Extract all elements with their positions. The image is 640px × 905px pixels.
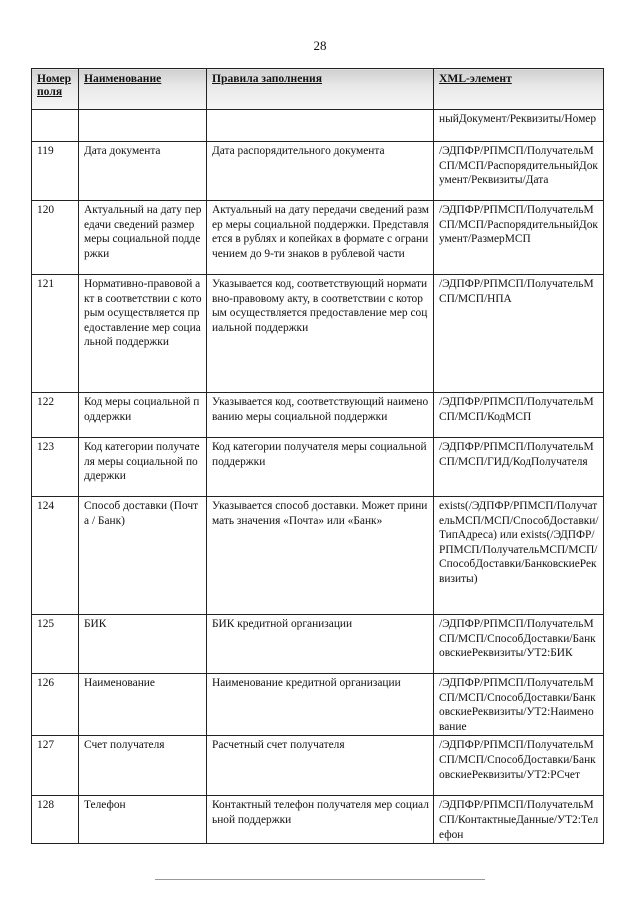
cell-xml: /ЭДПФР/РПМСП/ПолучательМСП/МСП/РаспорядительныйДокумент/Реквизиты/Дата [434, 142, 604, 201]
cell-name: Код меры социальной поддержки [79, 393, 207, 438]
cell-number: 124 [32, 497, 79, 615]
cell-name: Код категории получателя меры социальной поддержки [79, 438, 207, 497]
cell-xml: /ЭДПФР/РПМСП/ПолучательМСП/МСП/КодМСП [434, 393, 604, 438]
table-row [32, 275, 604, 393]
cell-rules: Расчетный счет получателя [207, 736, 434, 796]
cell-number: 120 [32, 201, 79, 275]
table-row [32, 497, 604, 615]
cell-number: 126 [32, 674, 79, 736]
cell-rules: БИК кредитной организации [207, 615, 434, 674]
cell-rules: Контактный телефон получателя мер социальной поддержки [207, 796, 434, 844]
cell-number [32, 110, 79, 142]
cell-rules: Дата распорядительного документа [207, 142, 434, 201]
cell-name: Способ доставки (Почта / Банк) [79, 497, 207, 615]
table-row [32, 674, 604, 736]
cell-xml: /ЭДПФР/РПМСП/ПолучательМСП/КонтактныеДанные/УТ2:Телефон [434, 796, 604, 844]
cell-number: 127 [32, 736, 79, 796]
cell-name: Дата документа [79, 142, 207, 201]
cell-rules [207, 110, 434, 142]
cell-rules: Актуальный на дату передачи сведений размер меры социальной поддержки. Представляется в рублях и копейках в формате с ограничением до 9-ти знаков в рублевой части [207, 201, 434, 275]
table-row [32, 393, 604, 438]
cell-rules: Код категории получателя меры социальной поддержки [207, 438, 434, 497]
cell-number: 121 [32, 275, 79, 393]
table-header-row [32, 69, 604, 110]
cell-xml: /ЭДПФР/РПМСП/ПолучательМСП/МСП/ГИД/КодПолучателя [434, 438, 604, 497]
table-row [32, 615, 604, 674]
cell-xml: ныйДокумент/Реквизиты/Номер [434, 110, 604, 142]
cell-name: Телефон [79, 796, 207, 844]
cell-number: 125 [32, 615, 79, 674]
cell-name: Наименование [79, 674, 207, 736]
cell-name: БИК [79, 615, 207, 674]
table-row [32, 438, 604, 497]
continuation-row [32, 110, 604, 142]
footer-divider [155, 879, 485, 880]
table-row [32, 736, 604, 796]
cell-name: Счет получателя [79, 736, 207, 796]
cell-rules: Указывается код, соответствующий наименованию меры социальной поддержки [207, 393, 434, 438]
header-number: Номер поля [32, 69, 79, 110]
table-row [32, 201, 604, 275]
cell-xml: /ЭДПФР/РПМСП/ПолучательМСП/МСП/СпособДоставки/БанковскиеРеквизиты/УТ2:БИК [434, 615, 604, 674]
field-spec-table [31, 68, 604, 844]
cell-name: Нормативно-правовой акт в соответствии с которым осуществляется предоставление мер социальной поддержки [79, 275, 207, 393]
cell-xml: /ЭДПФР/РПМСП/ПолучательМСП/МСП/НПА [434, 275, 604, 393]
cell-xml: /ЭДПФР/РПМСП/ПолучательМСП/МСП/РаспорядительныйДокумент/РазмерМСП [434, 201, 604, 275]
cell-name: Актуальный на дату передачи сведений размер меры социальной поддержки [79, 201, 207, 275]
page-number: 28 [313, 38, 327, 53]
cell-xml: /ЭДПФР/РПМСП/ПолучательМСП/МСП/СпособДоставки/БанковскиеРеквизиты/УТ2:Наименование [434, 674, 604, 736]
header-xml: XML-элемент [434, 69, 604, 110]
cell-xml: /ЭДПФР/РПМСП/ПолучательМСП/МСП/СпособДоставки/БанковскиеРеквизиты/УТ2:РСчет [434, 736, 604, 796]
cell-xml: exists(/ЭДПФР/РПМСП/ПолучательМСП/МСП/СпособДоставки/ТипАдреса) или exists(/ЭДПФР/РПМСП/ПолучательМСП/МСП/СпособДоставки/БанковскиеРеквизиты) [434, 497, 604, 615]
table-row [32, 796, 604, 844]
cell-number: 123 [32, 438, 79, 497]
cell-number: 128 [32, 796, 79, 844]
header-name: Наименование [79, 69, 207, 110]
cell-name [79, 110, 207, 142]
cell-rules: Указывается код, соответствующий нормативно-правовому акту, в соответствии с которым осуществляется предоставление мер социальной поддержки [207, 275, 434, 393]
cell-rules: Наименование кредитной организации [207, 674, 434, 736]
cell-number: 122 [32, 393, 79, 438]
cell-rules: Указывается способ доставки. Может принимать значения «Почта» или «Банк» [207, 497, 434, 615]
table-row [32, 142, 604, 201]
header-rules: Правила заполнения [207, 69, 434, 110]
cell-number: 119 [32, 142, 79, 201]
